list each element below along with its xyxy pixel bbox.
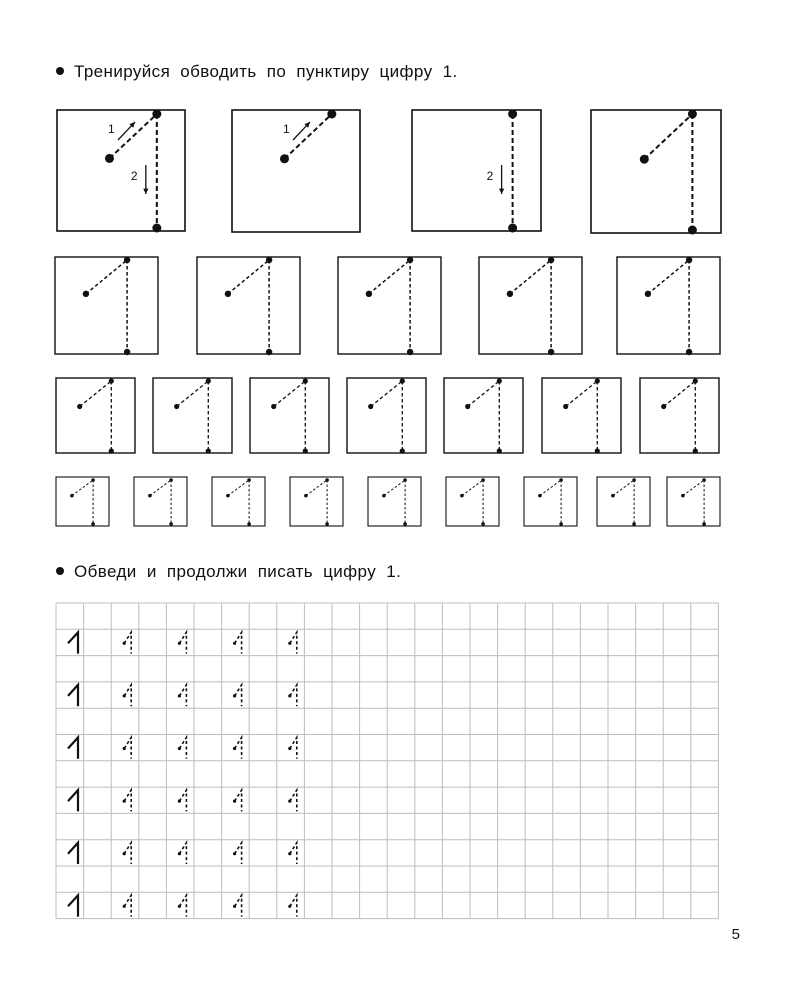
digit-start-dot <box>178 905 181 908</box>
digit-start-dot <box>123 694 126 697</box>
start-dot <box>366 291 372 297</box>
dashed-diagonal <box>369 260 410 294</box>
instruction-write <box>56 562 401 582</box>
digit-start-dot <box>288 642 291 645</box>
bottom-dot <box>303 448 308 453</box>
bottom-dot <box>169 522 173 526</box>
box-frame <box>56 378 135 453</box>
digit-start-dot <box>233 642 236 645</box>
box-frame <box>232 110 360 232</box>
box-frame <box>134 477 187 526</box>
start-dot <box>640 155 649 164</box>
digit-start-dot <box>288 800 291 803</box>
top-dot <box>702 478 706 482</box>
arrow-head <box>499 189 504 194</box>
grid-digits <box>68 632 297 916</box>
dashed-diagonal <box>540 480 561 496</box>
digit-start-dot <box>288 905 291 908</box>
start-dot <box>226 494 230 498</box>
bottom-dot <box>686 349 692 355</box>
demo-box-3 <box>412 110 541 233</box>
practice-box-r3-6 <box>542 378 621 454</box>
box-frame <box>153 378 232 453</box>
bottom-dot <box>400 448 405 453</box>
start-dot <box>368 404 373 409</box>
start-dot <box>105 154 114 163</box>
practice-box-r4-6 <box>446 477 499 526</box>
top-dot <box>632 478 636 482</box>
digit-start-dot <box>233 905 236 908</box>
practice-box-r3-5 <box>444 378 523 454</box>
start-dot <box>280 154 289 163</box>
start-dot <box>271 404 276 409</box>
instruction-trace-text: Тренируйся обводить по пунктиру цифру 1. <box>74 62 458 81</box>
start-dot <box>611 494 615 498</box>
start-dot <box>681 494 685 498</box>
practice-box-r3-1 <box>56 378 135 454</box>
practice-box-r4-5 <box>368 477 421 526</box>
start-dot <box>563 404 568 409</box>
dashed-diagonal <box>228 260 269 294</box>
demo-box-1 <box>57 110 185 233</box>
bottom-dot <box>702 522 706 526</box>
bottom-dot <box>407 349 413 355</box>
dashed-diagonal <box>306 480 327 496</box>
start-dot <box>77 404 82 409</box>
start-dot <box>225 291 231 297</box>
digit-start-dot <box>233 694 236 697</box>
top-dot <box>595 378 600 383</box>
start-dot <box>460 494 464 498</box>
dashed-diagonal <box>274 381 306 407</box>
digit-start-dot <box>178 694 181 697</box>
dashed-diagonal <box>510 260 551 294</box>
box-frame <box>479 257 582 354</box>
box-frame <box>290 477 343 526</box>
top-dot <box>559 478 563 482</box>
top-dot <box>327 110 336 119</box>
box-frame <box>57 110 185 231</box>
sample-digit-one <box>68 895 78 916</box>
bottom-dot <box>403 522 407 526</box>
dashed-diagonal <box>566 381 598 407</box>
start-dot <box>148 494 152 498</box>
top-dot <box>124 257 130 263</box>
box-frame <box>56 477 109 526</box>
box-frame <box>338 257 441 354</box>
box-frame <box>412 110 541 231</box>
digit-start-dot <box>178 852 181 855</box>
box-frame <box>250 378 329 453</box>
start-dot <box>382 494 386 498</box>
top-dot <box>693 378 698 383</box>
page-number: 5 <box>731 926 740 943</box>
writing-grid <box>56 603 718 919</box>
dashed-diagonal <box>80 381 112 407</box>
top-dot <box>481 478 485 482</box>
dashed-diagonal <box>644 114 692 159</box>
sample-digit-one <box>68 790 78 811</box>
top-dot <box>548 257 554 263</box>
dashed-diagonal <box>228 480 249 496</box>
box-frame <box>524 477 577 526</box>
dashed-diagonal <box>462 480 483 496</box>
digit-start-dot <box>123 800 126 803</box>
digit-start-dot <box>288 852 291 855</box>
box-frame <box>197 257 300 354</box>
practice-box-r2-2 <box>197 257 300 355</box>
practice-box-r4-7 <box>524 477 577 526</box>
top-dot <box>686 257 692 263</box>
bottom-dot <box>595 448 600 453</box>
digit-start-dot <box>123 747 126 750</box>
top-dot <box>497 378 502 383</box>
digit-start-dot <box>233 800 236 803</box>
start-dot <box>174 404 179 409</box>
box-frame <box>667 477 720 526</box>
bottom-dot <box>548 349 554 355</box>
top-dot <box>266 257 272 263</box>
bottom-dot <box>497 448 502 453</box>
dashed-diagonal <box>371 381 403 407</box>
top-dot <box>407 257 413 263</box>
practice-box-r4-9 <box>667 477 720 526</box>
digit-start-dot <box>233 852 236 855</box>
practice-box-r2-5 <box>617 257 720 355</box>
practice-box-r4-2 <box>134 477 187 526</box>
dashed-diagonal <box>468 381 500 407</box>
practice-box-r2-4 <box>479 257 582 355</box>
digit-start-dot <box>178 747 181 750</box>
dashed-diagonal <box>284 114 331 159</box>
bottom-dot <box>266 349 272 355</box>
box-frame <box>55 257 158 354</box>
top-dot <box>109 378 114 383</box>
start-dot <box>645 291 651 297</box>
sample-digit-one <box>68 685 78 706</box>
sample-digit-one <box>68 738 78 759</box>
stroke-order-label: 1 <box>283 122 290 136</box>
practice-box-r3-4 <box>347 378 426 454</box>
sample-digit-one <box>68 843 78 864</box>
arrow-head <box>143 189 148 194</box>
digit-start-dot <box>123 852 126 855</box>
digit-start-dot <box>233 747 236 750</box>
bottom-dot <box>109 448 114 453</box>
practice-box-r4-3 <box>212 477 265 526</box>
start-dot <box>661 404 666 409</box>
dashed-diagonal <box>86 260 127 294</box>
dashed-diagonal <box>664 381 696 407</box>
box-frame <box>368 477 421 526</box>
digit-start-dot <box>288 694 291 697</box>
top-dot <box>91 478 95 482</box>
bullet-icon <box>56 567 64 575</box>
bottom-dot <box>124 349 130 355</box>
bottom-dot <box>247 522 251 526</box>
sample-digit-one <box>68 632 78 653</box>
bottom-dot <box>206 448 211 453</box>
top-dot <box>247 478 251 482</box>
bottom-dot <box>508 224 517 233</box>
start-dot <box>538 494 542 498</box>
digit-start-dot <box>178 642 181 645</box>
box-frame <box>597 477 650 526</box>
dashed-diagonal <box>72 480 93 496</box>
bottom-dot <box>91 522 95 526</box>
stroke-order-label: 1 <box>108 122 115 136</box>
bottom-dot <box>632 522 636 526</box>
digit-start-dot <box>288 747 291 750</box>
practice-box-r2-1 <box>55 257 158 355</box>
practice-box-r3-2 <box>153 378 232 454</box>
start-dot <box>304 494 308 498</box>
top-dot <box>169 478 173 482</box>
top-dot <box>303 378 308 383</box>
practice-box-r4-8 <box>597 477 650 526</box>
top-dot <box>206 378 211 383</box>
box-frame <box>212 477 265 526</box>
box-frame <box>347 378 426 453</box>
demo-box-4 <box>591 110 721 235</box>
dashed-diagonal <box>648 260 689 294</box>
dashed-diagonal <box>683 480 704 496</box>
start-dot <box>83 291 89 297</box>
top-dot <box>403 478 407 482</box>
practice-box-r4-1 <box>56 477 109 526</box>
digit-start-dot <box>178 800 181 803</box>
box-frame <box>591 110 721 233</box>
practice-box-r4-4 <box>290 477 343 526</box>
dashed-diagonal <box>613 480 634 496</box>
box-frame <box>542 378 621 453</box>
top-dot <box>325 478 329 482</box>
dashed-diagonal <box>177 381 209 407</box>
bottom-dot <box>481 522 485 526</box>
digit-start-dot <box>123 642 126 645</box>
bottom-dot <box>559 522 563 526</box>
start-dot <box>507 291 513 297</box>
practice-box-r3-3 <box>250 378 329 454</box>
instruction-write-text: Обведи и продолжи писать цифру 1. <box>74 562 402 581</box>
practice-box-r3-7 <box>640 378 719 454</box>
start-dot <box>70 494 74 498</box>
bottom-dot <box>325 522 329 526</box>
bottom-dot <box>693 448 698 453</box>
practice-box-r2-3 <box>338 257 441 355</box>
start-dot <box>465 404 470 409</box>
stroke-order-label: 2 <box>130 169 138 183</box>
digit-start-dot <box>123 905 126 908</box>
bottom-dot <box>152 224 161 233</box>
dashed-diagonal <box>150 480 171 496</box>
box-frame <box>444 378 523 453</box>
box-frame <box>640 378 719 453</box>
top-dot <box>400 378 405 383</box>
dashed-diagonal <box>109 114 156 158</box>
demo-box-2 <box>232 110 360 233</box>
box-frame <box>617 257 720 354</box>
bottom-dot <box>688 226 697 235</box>
stroke-order-label: 2 <box>486 169 494 183</box>
dashed-diagonal <box>384 480 405 496</box>
box-frame <box>446 477 499 526</box>
